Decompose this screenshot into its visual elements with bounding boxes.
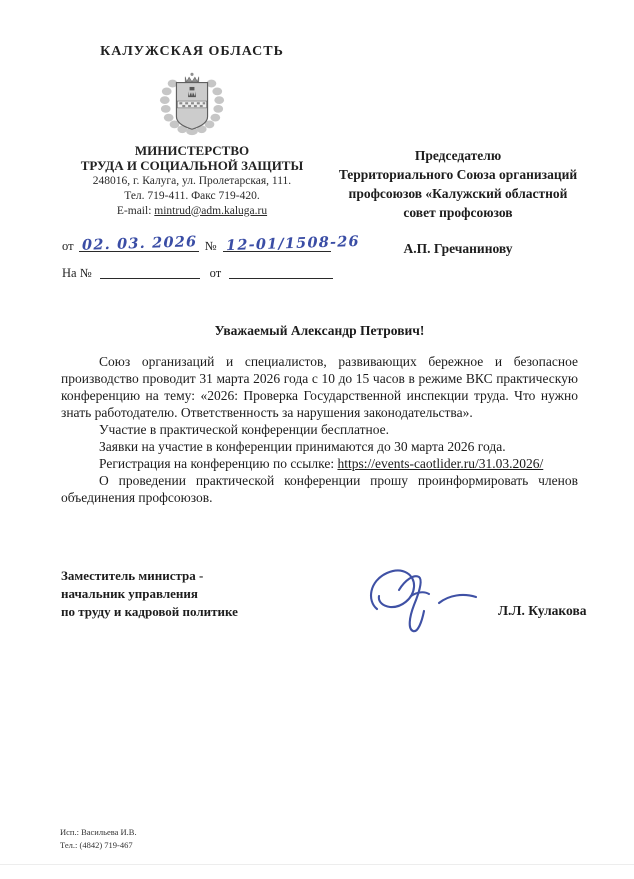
signer-name: Л.Л. Кулакова — [498, 603, 587, 618]
reply-date-blank — [229, 263, 333, 279]
addressee-line4: совет профсоюзов — [403, 205, 513, 221]
letterhead-address: 248016, г. Калуга, ул. Пролетарская, 111. — [92, 174, 292, 187]
executor-name: Исп.: Васильева И.В. — [60, 827, 137, 837]
addressee-line1: Председателю — [414, 148, 502, 163]
addressee-name: А.П. Гречанинову — [403, 240, 513, 256]
reply-number-blank — [100, 263, 200, 279]
region-title: КАЛУЖСКАЯ ОБЛАСТЬ — [100, 44, 284, 59]
signer-position-line1: Заместитель министра - — [61, 568, 204, 583]
letter-body — [61, 323, 578, 506]
addressee-line2: Территориального Союза организаций — [338, 167, 578, 183]
ministry-name-line1: МИНИСТЕРСТВО — [134, 143, 250, 158]
addressee-block — [312, 146, 604, 258]
reply-ot-label: от — [209, 266, 222, 280]
letterhead-email-line — [52, 204, 332, 219]
from-label: от — [62, 239, 74, 253]
handwritten-date: 02. 03. 2026 — [81, 233, 198, 254]
outgoing-reference-line — [62, 232, 360, 255]
executor-footer — [60, 826, 137, 852]
registration-label: Регистрация на конференцию по ссылке: — [99, 456, 338, 471]
reply-reference-line — [62, 263, 333, 281]
letterhead-block — [52, 44, 332, 218]
signature-block — [61, 567, 587, 647]
registration-link[interactable]: https://events-caotlider.ru/31.03.2026/ — [337, 456, 544, 471]
scan-artifact-line — [0, 864, 634, 865]
handwritten-signature-icon — [361, 563, 486, 641]
salutation: Уважаемый Александр Петрович! — [214, 323, 425, 338]
reply-na-label: На № — [62, 266, 92, 280]
number-label: № — [204, 239, 217, 253]
paragraph-conference-announcement: Союз организаций и специалистов, развивающих бережное и безопасное производство проводит 31 марта 2026 года с 10 до 15 часов в режиме ВКС практическую конференцию на тему: «2026: Проверка Государственной инспекции труда. Что нужно знать работодателю. Ответственность за нарушения законодательства». — [61, 354, 578, 420]
addressee-line3: профсоюзов «Калужский областной — [348, 186, 568, 202]
ministry-name-line2: ТРУДА И СОЦИАЛЬНОЙ ЗАЩИТЫ — [80, 158, 304, 174]
coat-of-arms-icon — [153, 68, 231, 138]
email-address: mintrud@adm.kaluga.ru — [154, 204, 268, 217]
email-label: E-mail: — [116, 204, 155, 217]
signer-position — [61, 567, 301, 622]
date-blank-field — [79, 233, 199, 254]
handwritten-number: 12-01/1508-26 — [225, 232, 360, 255]
signer-position-line3: по труду и кадровой политике — [61, 604, 238, 620]
paragraph-registration — [61, 455, 578, 472]
paragraph-free-participation: Участие в практической конференции бесплатное. — [99, 422, 389, 437]
letterhead-phone-fax: Тел. 719-411. Факс 719-420. — [124, 189, 260, 202]
signer-position-line2: начальник управления — [61, 586, 198, 602]
paragraph-application-deadline: Заявки на участие в конференции принимаются до 30 марта 2026 года. — [99, 439, 506, 454]
paragraph-inform-members: О проведении практической конференции прошу проинформировать членов объединения профсоюзов. — [61, 473, 578, 505]
executor-phone: Тел.: (4842) 719-467 — [60, 840, 133, 851]
